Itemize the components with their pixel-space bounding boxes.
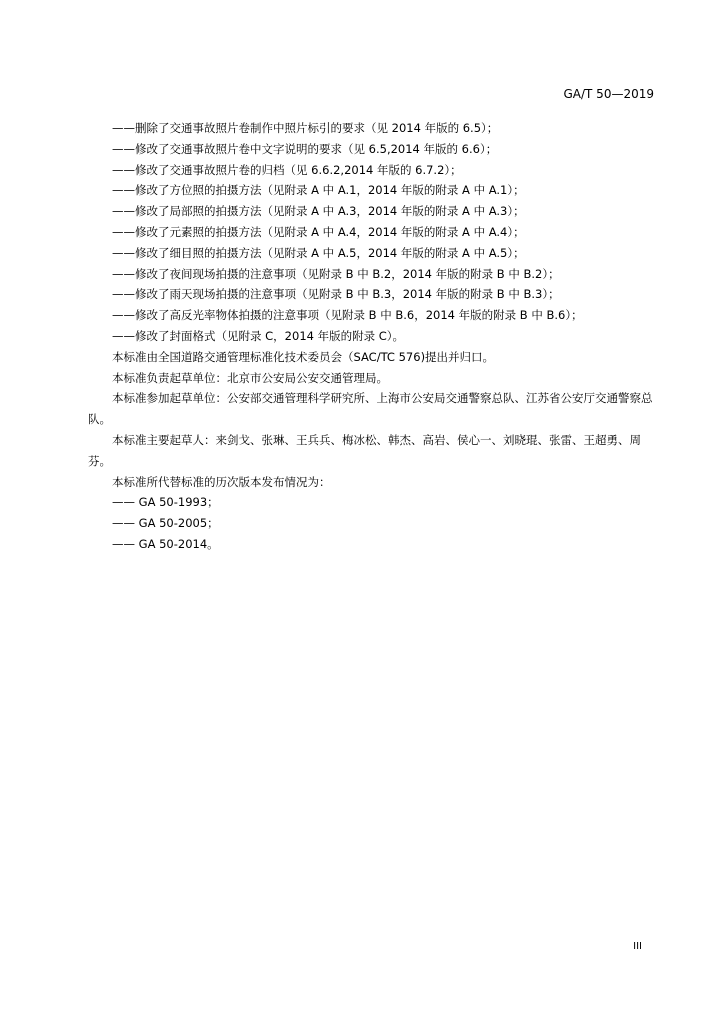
drafting-unit: 本标准负责起草单位：北京市公安局公安交通管理局。 [112,370,388,385]
change-item: ——修改了细目照的拍摄方法（见附录 A 中 A.5，2014 年版的附录 A 中 A.5）； [112,245,525,260]
change-item: ——修改了夜间现场拍摄的注意事项（见附录 B 中 B.2，2014 年版的附录 B 中 B.2）； [112,266,560,281]
replaced-version: —— GA 50-2014。 [112,536,219,551]
main-drafters: 本标准主要起草人：来剑戈、张琳、王兵兵、梅冰松、韩杰、高岩、侯心一、刘晓琨、张雷、王超勇、周芬。 [88,432,641,468]
page-number: III [633,941,642,952]
standard-code: GA/T 50—2019 [563,87,654,101]
change-item: ——删除了交通事故照片卷制作中照片标引的要求（见 2014 年版的 6.5）； [112,121,499,135]
replaced-versions-heading: 本标准所代替标准的历次版本发布情况为： [112,474,331,489]
participating-units: 本标准参加起草单位：公安部交通管理科学研究所、上海市公安局交通警察总队、江苏省公安厅交通警察总队。 [88,391,653,427]
change-item: ——修改了交通事故照片卷中文字说明的要求（见 6.5,2014 年版的 6.6）； [112,141,498,156]
change-item: ——修改了交通事故照片卷的归档（见 6.6.2,2014 年版的 6.7.2）； [112,162,462,177]
change-item: ——修改了局部照的拍摄方法（见附录 A 中 A.3，2014 年版的附录 A 中 A.3）； [112,204,525,219]
change-item: ——修改了雨天现场拍摄的注意事项（见附录 B 中 B.3，2014 年版的附录 B 中 B.3）； [112,287,560,302]
change-item: ——修改了封面格式（见附录 C，2014 年版的附录 C）。 [112,328,405,343]
change-item: ——修改了高反光率物体拍摄的注意事项（见附录 B 中 B.6，2014 年版的附录 B 中 B.6）； [112,308,583,323]
change-item: ——修改了元素照的拍摄方法（见附录 A 中 A.4，2014 年版的附录 A 中 A.4）； [112,224,525,239]
body-text [88,118,656,555]
proposing-committee: 本标准由全国道路交通管理标准化技术委员会（SAC/TC 576)提出并归口。 [112,349,495,364]
replaced-version: —— GA 50-1993； [112,495,219,510]
change-item: ——修改了方位照的拍摄方法（见附录 A 中 A.1，2014 年版的附录 A 中 A.1）； [112,183,525,198]
replaced-version: —— GA 50-2005； [112,516,219,531]
